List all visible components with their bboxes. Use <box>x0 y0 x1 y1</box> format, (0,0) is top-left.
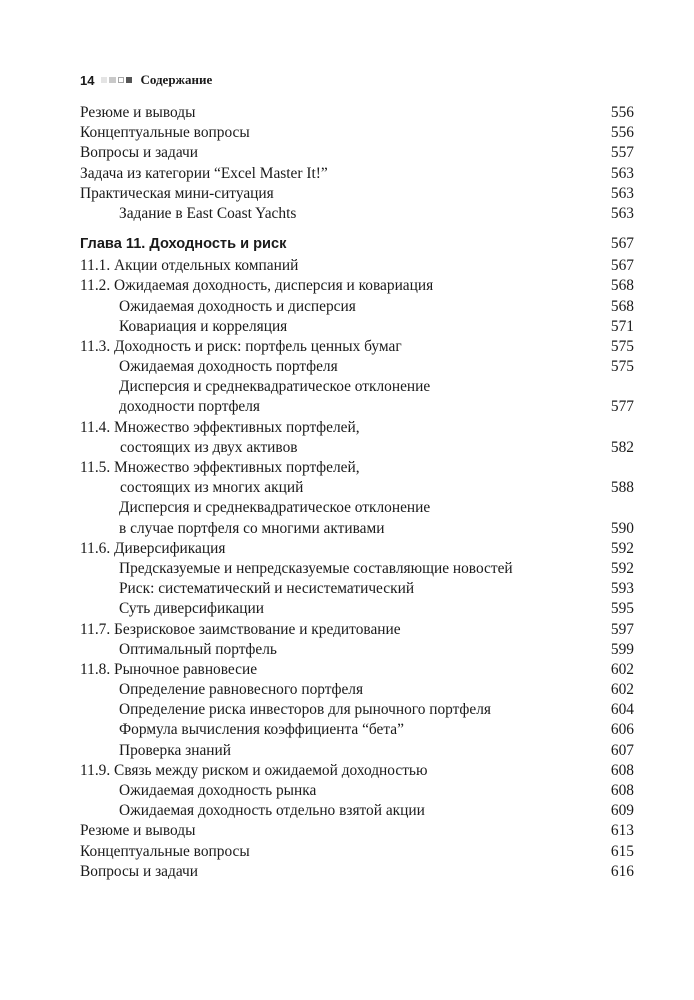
toc-entry[interactable] <box>80 660 634 680</box>
page-number: 14 <box>80 72 95 88</box>
toc-entry-title: 11.9. Связь между риском и ожидаемой доходностью <box>80 761 428 779</box>
toc-entry[interactable] <box>80 781 634 801</box>
running-title: Содержание <box>140 72 213 87</box>
toc-entry-page: 563 <box>610 184 634 202</box>
toc-entry-title: Резюме и выводы <box>80 822 196 840</box>
table-of-contents <box>80 103 634 882</box>
toc-entry-title: 11.3. Доходность и риск: портфель ценных бумаг <box>80 337 402 355</box>
toc-entry-title: состоящих из двух активов <box>120 438 298 456</box>
toc-entry[interactable] <box>80 357 634 377</box>
toc-entry-page: 597 <box>610 620 634 638</box>
toc-entry[interactable] <box>80 539 634 559</box>
toc-entry-title: 11.4. Множество эффективных портфелей, <box>80 418 360 436</box>
toc-entry[interactable] <box>80 418 634 438</box>
toc-entry[interactable] <box>80 720 634 740</box>
toc-entry-page: 615 <box>610 842 634 860</box>
toc-entry-title: Дисперсия и среднеквадратическое отклонение <box>119 499 431 517</box>
toc-entry-title: Проверка знаний <box>119 741 231 759</box>
toc-entry-title: Практическая мини-ситуация <box>80 184 274 202</box>
toc-entry-title: 11.1. Акции отдельных компаний <box>80 257 299 275</box>
mark-grey <box>109 77 116 83</box>
toc-entry-page: 608 <box>610 761 634 779</box>
decorative-marks <box>101 77 132 83</box>
toc-entry[interactable] <box>80 559 634 579</box>
toc-entry[interactable] <box>80 862 634 882</box>
toc-entry[interactable] <box>80 103 634 123</box>
toc-entry[interactable] <box>80 498 634 518</box>
toc-entry-title: Определение равновесного портфеля <box>119 681 364 699</box>
toc-entry-page: 582 <box>610 438 634 456</box>
toc-entry-title: 11.8. Рыночное равновесие <box>80 660 258 678</box>
toc-entry-title: Ожидаемая доходность отдельно взятой акции <box>119 802 425 820</box>
toc-entry-title: Резюме и выводы <box>80 104 196 121</box>
toc-entry-page: 602 <box>610 660 634 678</box>
toc-entry[interactable] <box>80 741 634 761</box>
toc-entry-title: Задача из категории “Excel Master It!” <box>80 164 328 182</box>
toc-entry-page: 616 <box>610 862 634 880</box>
toc-entry-title: Риск: систематический и несистематический <box>119 580 415 598</box>
toc-entry[interactable] <box>80 599 634 619</box>
toc-entry-page: 602 <box>610 681 634 699</box>
toc-entry-title: Предсказуемые и непредсказуемые составляющие новостей <box>119 559 513 577</box>
chapter-heading[interactable] <box>80 233 634 255</box>
toc-entry-title: Дисперсия и среднеквадратическое отклонение <box>119 378 431 396</box>
toc-entry-title: Ожидаемая доходность рынка <box>119 782 317 799</box>
mark-light <box>101 77 107 83</box>
toc-entry-title: доходности портфеля <box>119 398 261 416</box>
toc-entry-page: 575 <box>610 358 634 376</box>
toc-entry-page: 556 <box>610 124 634 142</box>
toc-entry-page: 606 <box>610 721 634 739</box>
toc-entry-title: Концептуальные вопросы <box>80 124 250 142</box>
toc-entry-title: Суть диверсификации <box>119 600 265 618</box>
toc-entry-page: 595 <box>610 600 634 618</box>
toc-entry[interactable] <box>80 478 634 498</box>
toc-entry[interactable] <box>80 620 634 640</box>
mark-outline <box>118 77 124 83</box>
toc-entry-page: 571 <box>610 317 634 335</box>
toc-entry[interactable] <box>80 579 634 599</box>
toc-entry-title: в случае портфеля со многими активами <box>119 519 385 537</box>
toc-entry[interactable] <box>80 184 634 204</box>
toc-entry-page: 609 <box>610 802 634 820</box>
toc-entry-title: Концептуальные вопросы <box>80 842 250 860</box>
toc-entry-page: 563 <box>610 164 634 182</box>
toc-entry-page: 577 <box>610 398 634 416</box>
toc-entry-page: 556 <box>610 104 634 121</box>
toc-entry-title: Формула вычисления коэффициента “бета” <box>119 721 404 739</box>
toc-entry-title: Задание в East Coast Yachts <box>119 204 297 222</box>
toc-entry-title: состоящих из многих акций <box>120 479 304 497</box>
toc-entry-title: 11.6. Диверсификация <box>80 539 226 557</box>
toc-entry-page: 563 <box>610 204 634 222</box>
toc-entry[interactable] <box>80 204 634 224</box>
toc-entry[interactable] <box>80 297 634 317</box>
toc-entry[interactable] <box>80 842 634 862</box>
toc-entry-page: 568 <box>610 297 634 315</box>
toc-entry[interactable] <box>80 680 634 700</box>
toc-entry-page: 567 <box>610 257 634 275</box>
toc-entry[interactable] <box>80 640 634 660</box>
toc-section-top <box>80 103 634 224</box>
toc-entry-title: Вопросы и задачи <box>80 862 199 880</box>
toc-entry-page: 590 <box>610 519 634 537</box>
toc-entry[interactable] <box>80 458 634 478</box>
toc-entry-page: 607 <box>610 741 634 759</box>
toc-entry[interactable] <box>80 164 634 184</box>
toc-entry-title: Ожидаемая доходность портфеля <box>119 358 338 376</box>
toc-entry-page: 592 <box>610 539 634 557</box>
toc-entry[interactable] <box>80 276 634 296</box>
toc-entry-page: 592 <box>610 559 634 577</box>
toc-entry[interactable] <box>80 700 634 720</box>
toc-entry-title: Ковариация и корреляция <box>119 317 288 335</box>
toc-entry-title: Вопросы и задачи <box>80 144 199 162</box>
toc-entry[interactable] <box>80 337 634 357</box>
toc-entry-title: 11.2. Ожидаемая доходность, дисперсия и ковариация <box>80 277 434 295</box>
toc-entry[interactable] <box>80 821 634 841</box>
toc-entry-page: 613 <box>610 822 634 840</box>
toc-entry-title: Оптимальный портфель <box>119 640 277 658</box>
mark-dark <box>126 77 132 83</box>
toc-entry-page: 608 <box>610 782 634 799</box>
toc-entry[interactable] <box>80 397 634 417</box>
toc-entry-page: 557 <box>610 144 634 162</box>
toc-entry-title: 11.5. Множество эффективных портфелей, <box>80 459 360 476</box>
toc-entry[interactable] <box>80 317 634 337</box>
toc-entry[interactable] <box>80 761 634 781</box>
toc-entry-page: 593 <box>610 580 634 598</box>
toc-entry[interactable] <box>80 123 634 143</box>
chapter-title: Глава 11. Доходность и риск <box>80 236 287 253</box>
toc-entry-page: 588 <box>610 479 634 497</box>
toc-entry[interactable] <box>80 256 634 276</box>
running-header <box>80 72 212 88</box>
toc-entry[interactable] <box>80 801 634 821</box>
toc-section-chapter <box>80 256 634 882</box>
toc-entry-page: 568 <box>610 277 634 295</box>
toc-entry[interactable] <box>80 438 634 458</box>
toc-entry[interactable] <box>80 519 634 539</box>
chapter-page: 567 <box>610 235 634 253</box>
toc-entry-page: 575 <box>610 337 634 355</box>
toc-entry[interactable] <box>80 377 634 397</box>
toc-entry-page: 599 <box>610 640 634 658</box>
toc-entry-title: Определение риска инвесторов для рыночного портфеля <box>119 701 491 719</box>
toc-entry[interactable] <box>80 143 634 163</box>
toc-entry-title: 11.7. Безрисковое заимствование и кредитование <box>80 620 401 638</box>
toc-entry-page: 604 <box>610 701 634 719</box>
toc-entry-title: Ожидаемая доходность и дисперсия <box>119 297 356 315</box>
